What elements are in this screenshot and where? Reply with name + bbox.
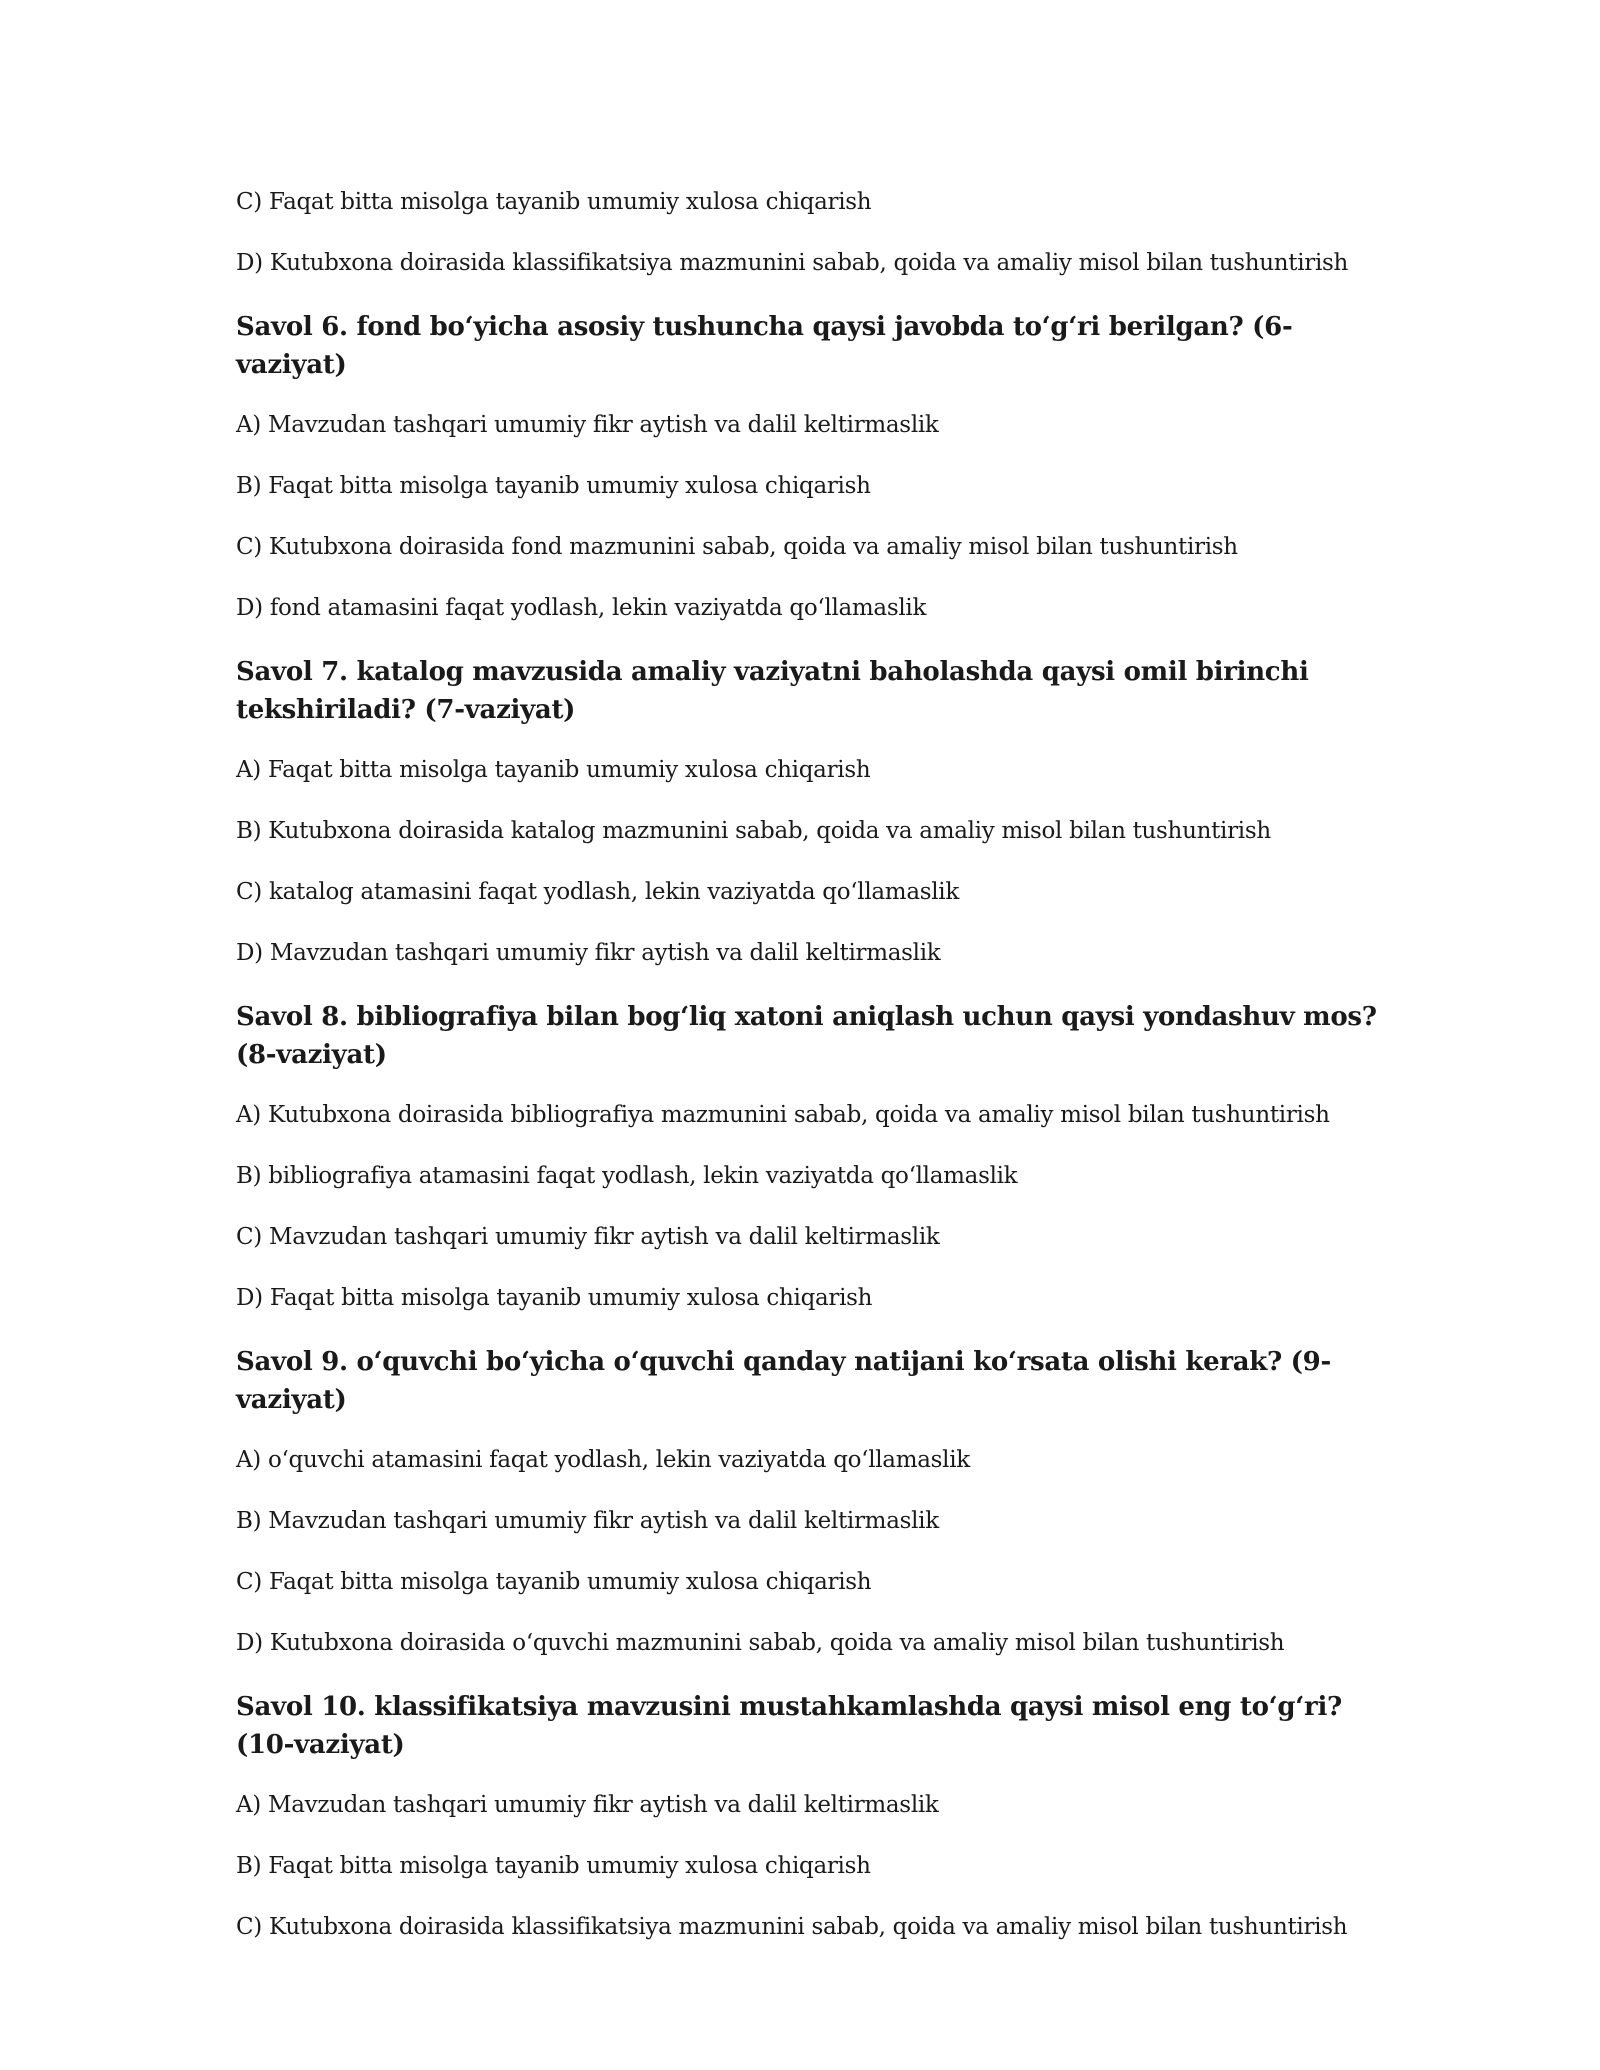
answer-option: C) Kutubxona doirasida klassifikatsiya mazmunini sabab, qoida va amaliy misol bilan tushuntirish [236,1914,1348,1940]
answer-option: A) Mavzudan tashqari umumiy fikr aytish va dalil keltirmaslik [236,412,939,438]
answer-option: C) Faqat bitta misolga tayanib umumiy xulosa chiqarish [236,189,872,215]
answer-option: D) Kutubxona doirasida klassifikatsiya mazmunini sabab, qoida va amaliy misol bilan tushuntirish [236,250,1349,276]
answer-option: B) Kutubxona doirasida katalog mazmunini sabab, qoida va amaliy misol bilan tushuntirish [236,818,1271,844]
answer-option: A) Mavzudan tashqari umumiy fikr aytish va dalil keltirmaslik [236,1792,939,1818]
question-heading: Savol 8. bibliografiya bilan bogʻliq xatoni aniqlash uchun qaysi yondashuv mos? (8-vaziyat) [236,1002,1377,1070]
answer-option: D) Faqat bitta misolga tayanib umumiy xulosa chiqarish [236,1285,873,1311]
answer-option: B) Faqat bitta misolga tayanib umumiy xulosa chiqarish [236,473,871,499]
document-page [236,186,1386,1972]
answer-option: C) Faqat bitta misolga tayanib umumiy xulosa chiqarish [236,1569,872,1595]
question-heading: Savol 6. fond boʻyicha asosiy tushuncha qaysi javobda toʻgʻri berilgan? (6-vaziyat) [236,312,1293,380]
answer-option: A) Faqat bitta misolga tayanib umumiy xulosa chiqarish [236,757,871,783]
answer-option: A) oʻquvchi atamasini faqat yodlash, lekin vaziyatda qoʻllamaslik [236,1447,970,1473]
answer-option: C) Kutubxona doirasida fond mazmunini sabab, qoida va amaliy misol bilan tushuntirish [236,534,1238,560]
answer-option: C) katalog atamasini faqat yodlash, lekin vaziyatda qoʻllamaslik [236,879,959,905]
answer-option: B) bibliografiya atamasini faqat yodlash, lekin vaziyatda qoʻllamaslik [236,1163,1018,1189]
answer-option: D) Mavzudan tashqari umumiy fikr aytish va dalil keltirmaslik [236,940,941,966]
answer-option: A) Kutubxona doirasida bibliografiya mazmunini sabab, qoida va amaliy misol bilan tushuntirish [236,1102,1330,1128]
question-heading: Savol 10. klassifikatsiya mavzusini mustahkamlashda qaysi misol eng toʻgʻri? (10-vaziyat) [236,1692,1342,1760]
answer-option: C) Mavzudan tashqari umumiy fikr aytish va dalil keltirmaslik [236,1224,940,1250]
answer-option: D) Kutubxona doirasida oʻquvchi mazmunini sabab, qoida va amaliy misol bilan tushuntirish [236,1630,1285,1656]
answer-option: B) Faqat bitta misolga tayanib umumiy xulosa chiqarish [236,1853,871,1879]
answer-option: D) fond atamasini faqat yodlash, lekin vaziyatda qoʻllamaslik [236,595,927,621]
question-heading: Savol 7. katalog mavzusida amaliy vaziyatni baholashda qaysi omil birinchi tekshiriladi? (7-vaziyat) [236,657,1309,725]
question-heading: Savol 9. oʻquvchi boʻyicha oʻquvchi qanday natijani koʻrsata olishi kerak? (9-vaziyat) [236,1347,1331,1415]
answer-option: B) Mavzudan tashqari umumiy fikr aytish va dalil keltirmaslik [236,1508,939,1534]
